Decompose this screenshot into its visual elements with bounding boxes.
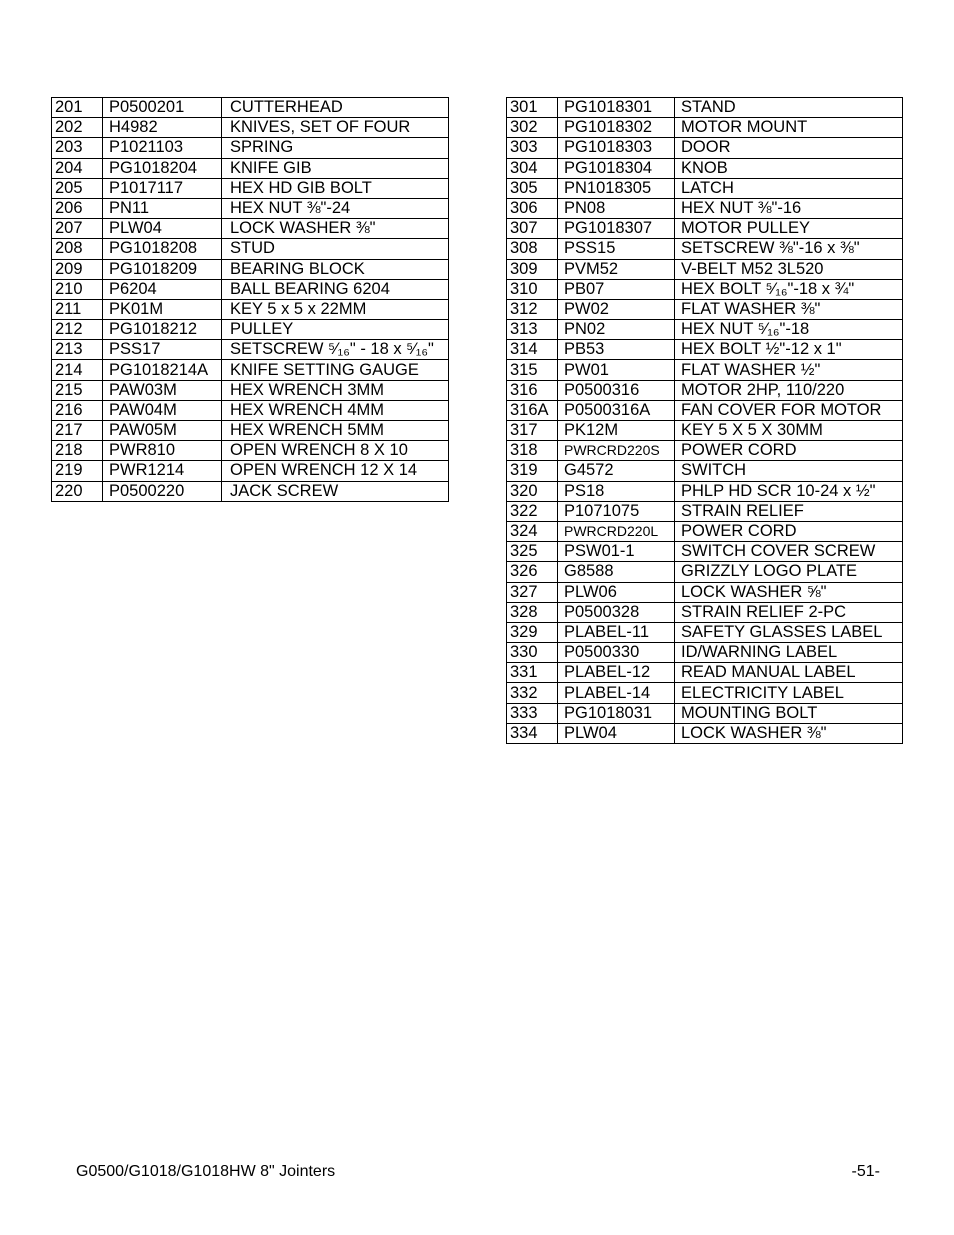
ref-number-cell: 210: [52, 279, 103, 299]
part-number-cell: PWRCRD220S: [558, 441, 675, 461]
description-cell: STRAIN RELIEF 2-PC: [675, 602, 903, 622]
ref-number-cell: 313: [507, 320, 558, 340]
ref-number-cell: 326: [507, 562, 558, 582]
part-number-cell: PB53: [558, 340, 675, 360]
description-cell: HEX HD GIB BOLT: [222, 178, 449, 198]
table-row: [507, 380, 903, 400]
ref-number-cell: 333: [507, 703, 558, 723]
ref-number-cell: 219: [52, 461, 103, 481]
part-number-cell: PG1018214A: [103, 360, 222, 380]
description-cell: HEX BOLT ½"-12 x 1": [675, 340, 903, 360]
ref-number-cell: 301: [507, 98, 558, 118]
part-number-cell: PG1018209: [103, 259, 222, 279]
part-number-cell: PLABEL-12: [558, 663, 675, 683]
ref-number-cell: 316A: [507, 400, 558, 420]
page-number: -51-: [851, 1163, 880, 1180]
description-cell: SWITCH: [675, 461, 903, 481]
table-row: [507, 299, 903, 319]
ref-number-cell: 334: [507, 723, 558, 743]
part-number-cell: PW01: [558, 360, 675, 380]
ref-number-cell: 315: [507, 360, 558, 380]
ref-number-cell: 322: [507, 501, 558, 521]
table-row: [507, 643, 903, 663]
part-number-cell: P0500328: [558, 602, 675, 622]
table-row: [52, 118, 449, 138]
part-number-cell: PN02: [558, 320, 675, 340]
part-number-cell: PLW04: [103, 219, 222, 239]
table-row: [507, 663, 903, 683]
table-row: [52, 259, 449, 279]
part-number-cell: P0500201: [103, 98, 222, 118]
table-row: [507, 158, 903, 178]
part-number-cell: PS18: [558, 481, 675, 501]
description-cell: PULLEY: [222, 320, 449, 340]
ref-number-cell: 217: [52, 421, 103, 441]
part-number-cell: P0500330: [558, 643, 675, 663]
description-cell: READ MANUAL LABEL: [675, 663, 903, 683]
table-row: [507, 481, 903, 501]
table-row: [52, 400, 449, 420]
table-row: [507, 400, 903, 420]
part-number-cell: PK12M: [558, 421, 675, 441]
ref-number-cell: 329: [507, 622, 558, 642]
description-cell: FAN COVER FOR MOTOR: [675, 400, 903, 420]
table-row: [52, 421, 449, 441]
ref-number-cell: 207: [52, 219, 103, 239]
part-number-cell: P1071075: [558, 501, 675, 521]
parts-table-right: [506, 97, 903, 744]
description-cell: MOTOR PULLEY: [675, 219, 903, 239]
table-row: [507, 279, 903, 299]
parts-table-left-body: [52, 98, 449, 502]
description-cell: FLAT WASHER ⅜": [675, 299, 903, 319]
ref-number-cell: 216: [52, 400, 103, 420]
part-number-cell: PG1018204: [103, 158, 222, 178]
table-row: [507, 703, 903, 723]
ref-number-cell: 211: [52, 299, 103, 319]
ref-number-cell: 202: [52, 118, 103, 138]
part-number-cell: PWR810: [103, 441, 222, 461]
table-row: [507, 421, 903, 441]
table-row: [507, 562, 903, 582]
description-cell: HEX WRENCH 4MM: [222, 400, 449, 420]
table-row: [507, 198, 903, 218]
part-number-cell: PG1018307: [558, 219, 675, 239]
ref-number-cell: 314: [507, 340, 558, 360]
table-row: [507, 521, 903, 541]
ref-number-cell: 304: [507, 158, 558, 178]
table-row: [52, 441, 449, 461]
table-row: [52, 178, 449, 198]
part-number-cell: PG1018208: [103, 239, 222, 259]
ref-number-cell: 309: [507, 259, 558, 279]
parts-table-left: [51, 97, 449, 502]
part-number-cell: P1017117: [103, 178, 222, 198]
table-row: [52, 299, 449, 319]
description-cell: DOOR: [675, 138, 903, 158]
part-number-cell: PWRCRD220L: [558, 521, 675, 541]
description-cell: SWITCH COVER SCREW: [675, 542, 903, 562]
part-number-cell: PK01M: [103, 299, 222, 319]
part-number-cell: P0500316: [558, 380, 675, 400]
description-cell: POWER CORD: [675, 441, 903, 461]
part-number-cell: G8588: [558, 562, 675, 582]
table-row: [507, 178, 903, 198]
table-row: [52, 138, 449, 158]
ref-number-cell: 306: [507, 198, 558, 218]
part-number-cell: PG1018303: [558, 138, 675, 158]
part-number-cell: PLW06: [558, 582, 675, 602]
part-number-cell: G4572: [558, 461, 675, 481]
table-row: [507, 622, 903, 642]
description-cell: MOTOR 2HP, 110/220: [675, 380, 903, 400]
part-number-cell: PN11: [103, 198, 222, 218]
table-row: [52, 360, 449, 380]
description-cell: LOCK WASHER ⅜": [675, 723, 903, 743]
table-row: [507, 683, 903, 703]
table-row: [507, 219, 903, 239]
ref-number-cell: 308: [507, 239, 558, 259]
description-cell: SETSCREW ⁵⁄₁₆" - 18 x ⁵⁄₁₆": [222, 340, 449, 360]
part-number-cell: PW02: [558, 299, 675, 319]
ref-number-cell: 317: [507, 421, 558, 441]
description-cell: STAND: [675, 98, 903, 118]
table-row: [507, 118, 903, 138]
description-cell: GRIZZLY LOGO PLATE: [675, 562, 903, 582]
ref-number-cell: 208: [52, 239, 103, 259]
description-cell: LATCH: [675, 178, 903, 198]
ref-number-cell: 332: [507, 683, 558, 703]
ref-number-cell: 331: [507, 663, 558, 683]
description-cell: HEX WRENCH 3MM: [222, 380, 449, 400]
table-row: [507, 461, 903, 481]
description-cell: STRAIN RELIEF: [675, 501, 903, 521]
part-number-cell: PAW05M: [103, 421, 222, 441]
table-row: [52, 481, 449, 501]
table-row: [52, 380, 449, 400]
table-row: [52, 219, 449, 239]
part-number-cell: P6204: [103, 279, 222, 299]
description-cell: LOCK WASHER ⅝": [675, 582, 903, 602]
table-row: [52, 279, 449, 299]
table-row: [52, 461, 449, 481]
ref-number-cell: 307: [507, 219, 558, 239]
ref-number-cell: 220: [52, 481, 103, 501]
part-number-cell: PN1018305: [558, 178, 675, 198]
part-number-cell: P0500220: [103, 481, 222, 501]
table-row: [507, 582, 903, 602]
ref-number-cell: 324: [507, 521, 558, 541]
description-cell: BEARING BLOCK: [222, 259, 449, 279]
table-row: [507, 723, 903, 743]
part-number-cell: PB07: [558, 279, 675, 299]
parts-table-right-body: [507, 98, 903, 744]
part-number-cell: PN08: [558, 198, 675, 218]
description-cell: V-BELT M52 3L520: [675, 259, 903, 279]
ref-number-cell: 303: [507, 138, 558, 158]
table-row: [52, 158, 449, 178]
ref-number-cell: 327: [507, 582, 558, 602]
description-cell: SAFETY GLASSES LABEL: [675, 622, 903, 642]
table-row: [52, 340, 449, 360]
description-cell: OPEN WRENCH 8 X 10: [222, 441, 449, 461]
ref-number-cell: 205: [52, 178, 103, 198]
part-number-cell: PSW01-1: [558, 542, 675, 562]
description-cell: CUTTERHEAD: [222, 98, 449, 118]
part-number-cell: PSS17: [103, 340, 222, 360]
table-row: [52, 239, 449, 259]
part-number-cell: P1021103: [103, 138, 222, 158]
table-row: [507, 602, 903, 622]
description-cell: OPEN WRENCH 12 X 14: [222, 461, 449, 481]
part-number-cell: H4982: [103, 118, 222, 138]
part-number-cell: PG1018031: [558, 703, 675, 723]
table-row: [507, 340, 903, 360]
description-cell: JACK SCREW: [222, 481, 449, 501]
ref-number-cell: 330: [507, 643, 558, 663]
description-cell: HEX NUT ⁵⁄₁₆"-18: [675, 320, 903, 340]
table-row: [507, 98, 903, 118]
description-cell: HEX NUT ⅜"-16: [675, 198, 903, 218]
ref-number-cell: 320: [507, 481, 558, 501]
table-row: [52, 98, 449, 118]
part-number-cell: PAW04M: [103, 400, 222, 420]
part-number-cell: PLABEL-11: [558, 622, 675, 642]
ref-number-cell: 206: [52, 198, 103, 218]
ref-number-cell: 319: [507, 461, 558, 481]
description-cell: SETSCREW ⅜"-16 x ⅜": [675, 239, 903, 259]
ref-number-cell: 204: [52, 158, 103, 178]
description-cell: HEX WRENCH 5MM: [222, 421, 449, 441]
description-cell: KNIFE SETTING GAUGE: [222, 360, 449, 380]
part-number-cell: PAW03M: [103, 380, 222, 400]
description-cell: FLAT WASHER ½": [675, 360, 903, 380]
description-cell: HEX BOLT ⁵⁄₁₆"-18 x ¾": [675, 279, 903, 299]
ref-number-cell: 325: [507, 542, 558, 562]
ref-number-cell: 328: [507, 602, 558, 622]
description-cell: MOUNTING BOLT: [675, 703, 903, 723]
description-cell: KEY 5 X 5 X 30MM: [675, 421, 903, 441]
part-number-cell: PLW04: [558, 723, 675, 743]
part-number-cell: PG1018304: [558, 158, 675, 178]
description-cell: BALL BEARING 6204: [222, 279, 449, 299]
ref-number-cell: 214: [52, 360, 103, 380]
part-number-cell: PWR1214: [103, 461, 222, 481]
ref-number-cell: 302: [507, 118, 558, 138]
footer-title: G0500/G1018/G1018HW 8" Jointers: [76, 1163, 336, 1180]
description-cell: LOCK WASHER ⅜": [222, 219, 449, 239]
ref-number-cell: 203: [52, 138, 103, 158]
description-cell: KNIFE GIB: [222, 158, 449, 178]
description-cell: KEY 5 x 5 x 22MM: [222, 299, 449, 319]
ref-number-cell: 212: [52, 320, 103, 340]
table-row: [507, 441, 903, 461]
part-number-cell: PG1018302: [558, 118, 675, 138]
ref-number-cell: 305: [507, 178, 558, 198]
part-number-cell: PLABEL-14: [558, 683, 675, 703]
ref-number-cell: 316: [507, 380, 558, 400]
table-row: [507, 542, 903, 562]
part-number-cell: PVM52: [558, 259, 675, 279]
description-cell: KNIVES, SET OF FOUR: [222, 118, 449, 138]
table-row: [507, 259, 903, 279]
description-cell: KNOB: [675, 158, 903, 178]
description-cell: ID/WARNING LABEL: [675, 643, 903, 663]
part-number-cell: PSS15: [558, 239, 675, 259]
part-number-cell: PG1018212: [103, 320, 222, 340]
ref-number-cell: 215: [52, 380, 103, 400]
table-row: [507, 320, 903, 340]
table-row: [507, 138, 903, 158]
ref-number-cell: 201: [52, 98, 103, 118]
description-cell: STUD: [222, 239, 449, 259]
description-cell: MOTOR MOUNT: [675, 118, 903, 138]
ref-number-cell: 312: [507, 299, 558, 319]
part-number-cell: P0500316A: [558, 400, 675, 420]
ref-number-cell: 218: [52, 441, 103, 461]
part-number-cell: PG1018301: [558, 98, 675, 118]
ref-number-cell: 310: [507, 279, 558, 299]
description-cell: HEX NUT ⅜"-24: [222, 198, 449, 218]
ref-number-cell: 209: [52, 259, 103, 279]
description-cell: POWER CORD: [675, 521, 903, 541]
table-row: [507, 239, 903, 259]
description-cell: SPRING: [222, 138, 449, 158]
table-row: [52, 198, 449, 218]
table-row: [507, 501, 903, 521]
description-cell: PHLP HD SCR 10-24 x ½": [675, 481, 903, 501]
table-row: [507, 360, 903, 380]
ref-number-cell: 213: [52, 340, 103, 360]
description-cell: ELECTRICITY LABEL: [675, 683, 903, 703]
ref-number-cell: 318: [507, 441, 558, 461]
table-row: [52, 320, 449, 340]
